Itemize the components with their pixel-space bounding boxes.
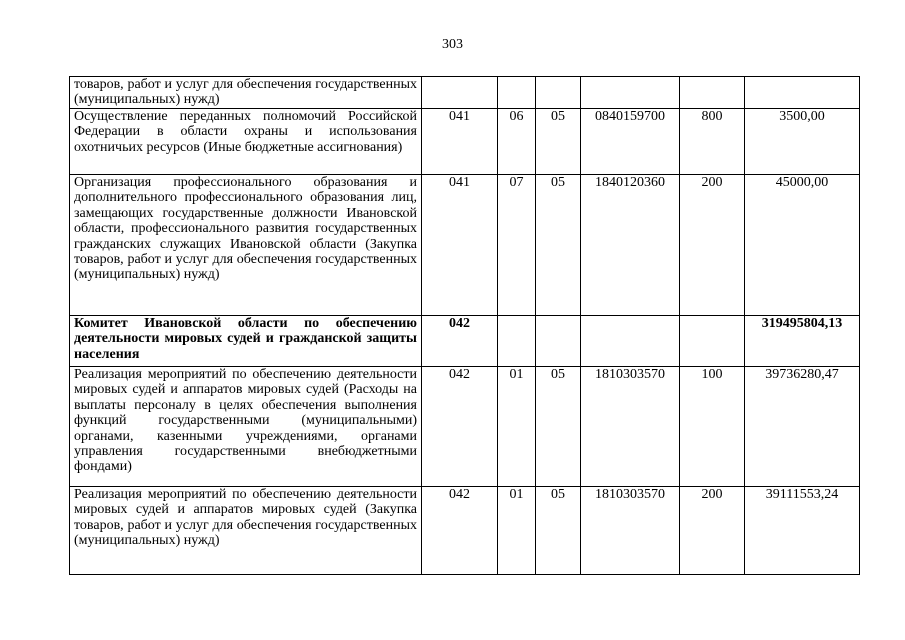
row-description: товаров, работ и услуг для обеспечения государственных (муниципальных) нужд) xyxy=(70,77,422,109)
section-code: 06 xyxy=(498,109,536,175)
target-article-code: 1810303570 xyxy=(581,367,680,487)
row-description: Организация профессионального образования и дополнительного профессионального образования лиц, замещающих государственные должности Ивановской области, профессионального развития государственных гражданских служащих Ивановской области (Закупка товаров, работ и услуг для обеспечения государственных (муниципальных) нужд) xyxy=(70,175,422,316)
row-description: Реализация мероприятий по обеспечению деятельности мировых судей и аппаратов мировых судей (Расходы на выплаты персоналу в целях обеспечения выполнения функций государственными (муниципальными) органами, казенными учреждениями, органами управления государственными внебюджетными фондами) xyxy=(70,367,422,487)
subsection-code: 05 xyxy=(536,175,581,316)
amount-value: 3500,00 xyxy=(745,109,860,175)
target-article-code: 1840120360 xyxy=(581,175,680,316)
subsection-code: 05 xyxy=(536,367,581,487)
subsection-code xyxy=(536,316,581,367)
table-row xyxy=(70,77,860,109)
target-article-code: 0840159700 xyxy=(581,109,680,175)
target-article-code: 1810303570 xyxy=(581,487,680,575)
section-code: 01 xyxy=(498,487,536,575)
amount-value xyxy=(745,77,860,109)
ministry-code: 041 xyxy=(422,109,498,175)
ministry-code: 042 xyxy=(422,316,498,367)
expense-type-code: 100 xyxy=(680,367,745,487)
expense-type-code: 200 xyxy=(680,487,745,575)
subsection-code: 05 xyxy=(536,487,581,575)
amount-value: 39111553,24 xyxy=(745,487,860,575)
table-row xyxy=(70,109,860,175)
table-row xyxy=(70,487,860,575)
section-code xyxy=(498,77,536,109)
section-code xyxy=(498,316,536,367)
expense-type-code: 800 xyxy=(680,109,745,175)
amount-value: 39736280,47 xyxy=(745,367,860,487)
expense-type-code xyxy=(680,316,745,367)
row-description: Реализация мероприятий по обеспечению деятельности мировых судей и аппаратов мировых судей (Закупка товаров, работ и услуг для обеспечения государственных (муниципальных) нужд) xyxy=(70,487,422,575)
row-description: Осуществление переданных полномочий Российской Федерации в области охраны и использования охотничьих ресурсов (Иные бюджетные ассигнования) xyxy=(70,109,422,175)
table-row xyxy=(70,175,860,316)
section-code: 07 xyxy=(498,175,536,316)
subsection-code: 05 xyxy=(536,109,581,175)
target-article-code xyxy=(581,77,680,109)
ministry-code xyxy=(422,77,498,109)
ministry-code: 042 xyxy=(422,367,498,487)
amount-value: 319495804,13 xyxy=(745,316,860,367)
table-row-committee-header xyxy=(70,316,860,367)
expense-type-code: 200 xyxy=(680,175,745,316)
ministry-code: 042 xyxy=(422,487,498,575)
table-row xyxy=(70,367,860,487)
expense-type-code xyxy=(680,77,745,109)
target-article-code xyxy=(581,316,680,367)
subsection-code xyxy=(536,77,581,109)
row-description: Комитет Ивановской области по обеспечению деятельности мировых судей и гражданской защиты населения xyxy=(70,316,422,367)
budget-table xyxy=(69,76,860,575)
section-code: 01 xyxy=(498,367,536,487)
amount-value: 45000,00 xyxy=(745,175,860,316)
ministry-code: 041 xyxy=(422,175,498,316)
page-number: 303 xyxy=(442,37,463,52)
